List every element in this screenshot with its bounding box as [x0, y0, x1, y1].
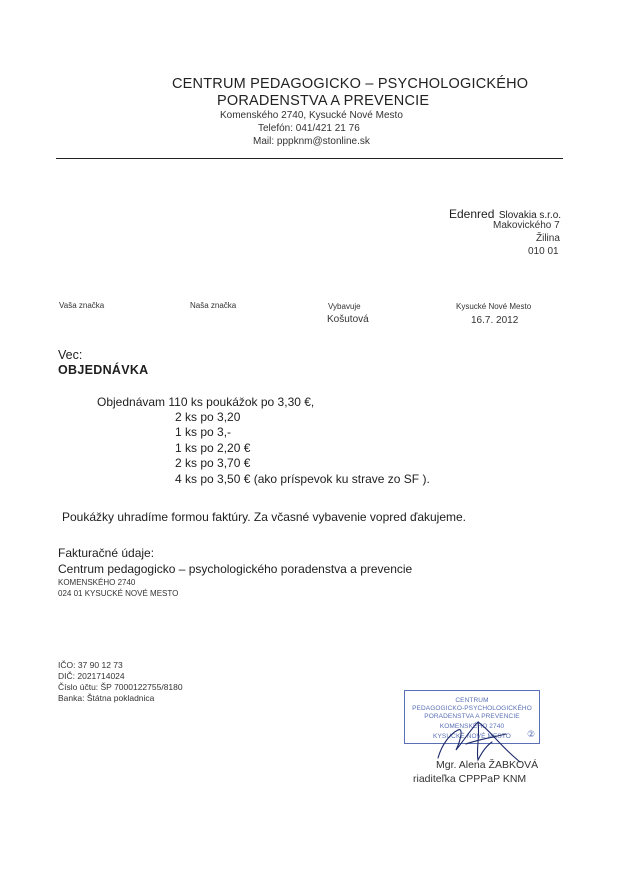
org-name-line1: CENTRUM PEDAGOGICKO – PSYCHOLOGICKÉHO [172, 76, 529, 92]
recipient-zip: 010 01 [528, 246, 559, 257]
signatory-role: riaditeľka CPPPaP KNM [413, 773, 527, 785]
header-divider [56, 158, 563, 159]
subject-label: Vec: [58, 348, 83, 362]
billing-label: Fakturačné údaje: [58, 546, 155, 560]
org-address: Komenského 2740, Kysucké Nové Mesto [220, 110, 403, 121]
date-value: 16.7. 2012 [471, 315, 519, 326]
recipient-name: Edenred [449, 207, 495, 221]
order-line-6: 4 ks po 3,50 € (ako príspevok ku strave zo SF ). [175, 472, 430, 486]
order-line-1: Objednávam 110 ks poukážok po 3,30 €, [97, 395, 315, 409]
billing-street: KOMENSKÉHO 2740 [58, 578, 136, 587]
org-mail: Mail: pppknm@stonline.sk [253, 136, 370, 147]
account-number: Číslo účtu: ŠP 7000122755/8180 [58, 682, 183, 692]
subject-title: OBJEDNÁVKA [58, 363, 149, 377]
payment-note: Poukážky uhradíme formou faktúry. Za včasné vybavenie vopred ďakujeme. [62, 510, 467, 524]
label-handled-by: Vybavuje [328, 302, 361, 311]
order-line-3: 1 ks po 3,- [175, 425, 232, 439]
org-phone: Telefón: 041/421 21 76 [258, 123, 360, 134]
stamp-number: ② [527, 729, 536, 739]
order-line-5: 2 ks po 3,70 € [175, 456, 251, 470]
label-your-ref: Vaša značka [59, 301, 105, 310]
dic: DIČ: 2021714024 [58, 671, 125, 681]
bank: Banka: Štátna pokladnica [58, 693, 155, 703]
stamp-line2: PEDAGOGICKO-PSYCHOLOGICKÉHO [412, 705, 532, 712]
handled-by-value: Košutová [327, 314, 369, 325]
ico: IČO: 37 90 12 73 [58, 660, 123, 670]
billing-city: 024 01 KYSUCKÉ NOVÉ MESTO [58, 589, 179, 598]
billing-name: Centrum pedagogicko – psychologického poradenstva a prevencie [58, 562, 413, 576]
stamp-line3: PORADENSTVA A PREVENCIE [424, 713, 520, 720]
org-name-line2: PORADENSTVA A PREVENCIE [217, 93, 430, 109]
recipient-company-suffix: Slovakia s.r.o. [498, 210, 562, 221]
order-line-4: 1 ks po 2,20 € [175, 441, 251, 455]
stamp-line1: CENTRUM [455, 697, 489, 704]
order-line-2: 2 ks po 3,20 [175, 410, 241, 424]
label-our-ref: Naša značka [190, 301, 237, 310]
recipient-street: Makovického 7 [493, 220, 560, 231]
stamp-line5: KYSUCKÉ NOVÉ MESTO [433, 733, 511, 740]
label-place: Kysucké Nové Mesto [456, 302, 532, 311]
recipient-city: Žilina [536, 233, 560, 244]
stamp-line4: KOMENSKÉHO 2740 [439, 723, 505, 730]
signatory-name: Mgr. Alena ŽABKOVÁ [436, 759, 539, 771]
